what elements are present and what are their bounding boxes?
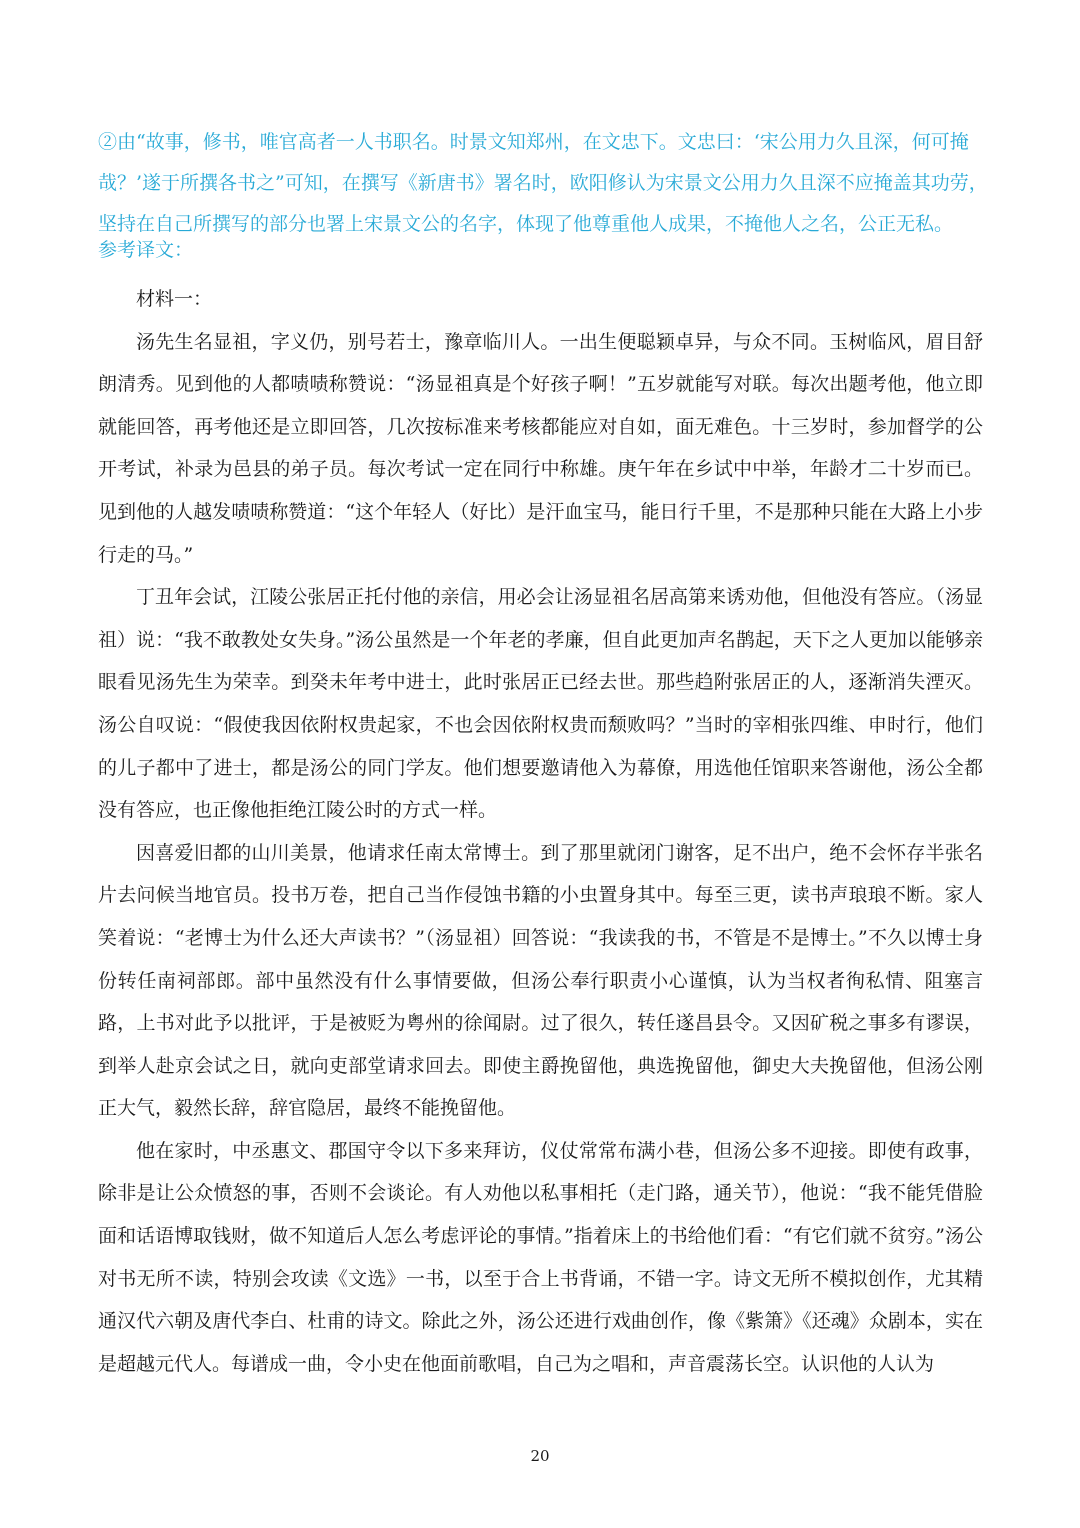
paragraph: 丁丑年会试，江陵公张居正托付他的亲信，用必会让汤显祖名居高第来诱劝他，但他没有答应。（汤显祖）说：“我不敢教处女失身。”汤公虽然是一个年老的孝廉，但自此更加声名鹊起，天下之人更加以能够亲眼看见汤先生为荣幸。到癸未年考中进士，此时张居正已经去世。那些趋附张居正的人，逐渐消失湮灭。汤公自叹说：“假使我因依附权贵起家，不也会因依附权贵而颓败吗？”当时的宰相张四维、申时行，他们的儿子都中了进士，都是汤公的同门学友。他们想要邀请他入为幕僚，用选他任馆职来答谢他，汤公全都没有答应，也正像他拒绝江陵公时的方式一样。 [98, 586, 983, 822]
translation-body [98, 278, 983, 1385]
paragraph: 他在家时，中丞惠文、郡国守令以下多来拜访，仪仗常常布满小巷，但汤公多不迎接。即使有政事，除非是让公众愤怒的事，否则不会谈论。有人劝他以私事相托（走门路，通关节），他说：“我不能凭借脸面和话语博取钱财，做不知道后人怎么考虑评论的事情。”指着床上的书给他们看：“有它们就不贫穷。”汤公对书无所不读，特别会攻读《文选》一书，以至于合上书背诵，不错一字。诗文无所不模拟创作，尤其精通汉代六朝及唐代李白、杜甫的诗文。除此之外，汤公还进行戏曲创作，像《紫箫》《还魂》众剧本，实在是超越元代人。每谱成一曲，令小史在他面前歌唱，自己为之唱和，声音震荡长空。认识他的人认为 [98, 1139, 983, 1375]
answer-explanation [98, 122, 988, 245]
reference-translation-label: 参考译文： [98, 239, 194, 261]
paragraph: 因喜爱旧都的山川美景，他请求任南太常博士。到了那里就闭门谢客，足不出户，绝不会怀存半张名片去问候当地官员。投书万卷，把自己当作侵蚀书籍的小虫置身其中。每至三更，读书声琅琅不断。家人笑着说：“老博士为什么还大声读书？”（汤显祖）回答说：“我读我的书，不管是不是博士。”不久以博士身份转任南祠部郎。部中虽然没有什么事情要做，但汤公奉行职责小心谨慎，认为当权者徇私情、阻塞言路，上书对此予以批评，于是被贬为粤州的徐闻尉。过了很久，转任遂昌县令。又因矿税之事多有谬误，到举人赴京会试之日，就向吏部堂请求回去。即使主爵挽留他，典选挽留他，御史大夫挽留他，但汤公刚正大气，毅然长辞，辞官隐居，最终不能挽留他。 [98, 841, 983, 1120]
section-title: 材料一： [136, 288, 213, 310]
paragraph: 汤先生名显祖，字义仍，别号若士，豫章临川人。一出生便聪颖卓异，与众不同。玉树临风，眉目舒朗清秀。见到他的人都啧啧称赞说：“汤显祖真是个好孩子啊！”五岁就能写对联。每次出题考他，他立即就能回答，再考他还是立即回答，几次按标准来考核都能应对自如，面无难色。十三岁时，参加督学的公开考试，补录为邑县的弟子员。每次考试一定在同行中称雄。庚午年在乡试中中举，年龄才二十岁而已。见到他的人越发啧啧称赞道：“这个年轻人（好比）是汗血宝马，能日行千里，不是那种只能在大路上小步行走的马。” [98, 330, 983, 566]
page-number: 20 [530, 1447, 550, 1465]
answer-paragraph: ②由“故事，修书，唯官高者一人书职名。时景文知郑州，在文忠下。文忠曰：‘宋公用力久且深，何可掩哉？’遂于所撰各书之”可知，在撰写《新唐书》署名时，欧阳修认为宋景文公用力久且深不应掩盖其功劳，坚持在自己所撰写的部分也署上宋景文公的名字，体现了他尊重他人成果，不掩他人之名，公正无私。 [98, 131, 988, 235]
